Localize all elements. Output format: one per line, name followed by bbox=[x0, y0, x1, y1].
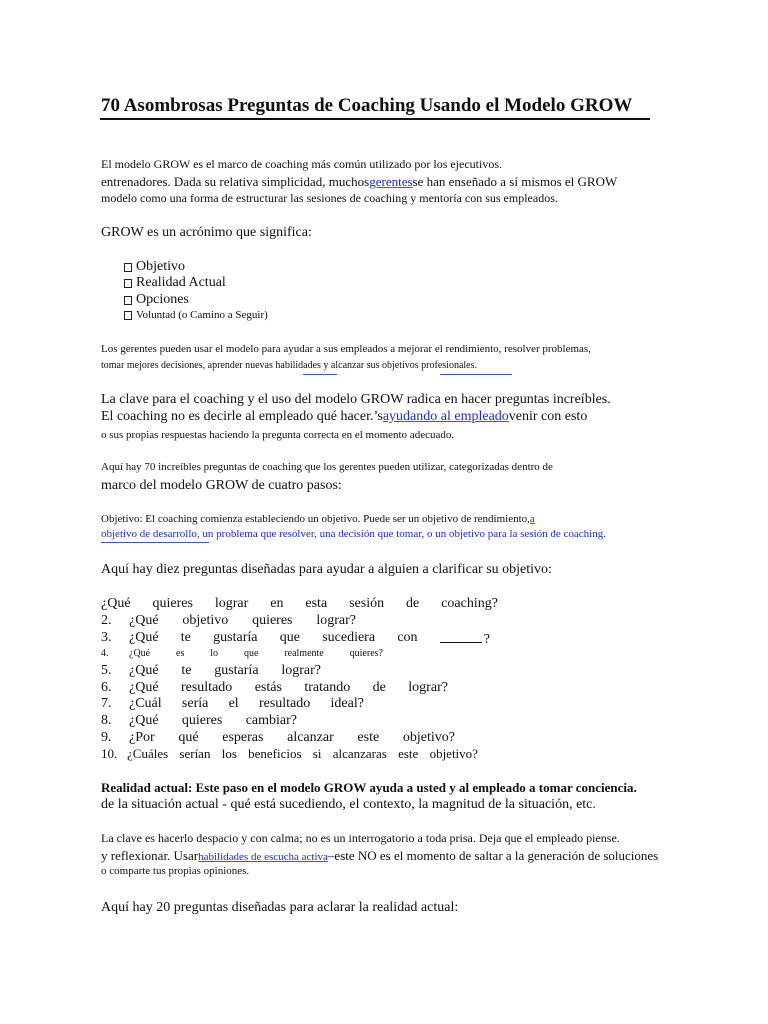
question-10 bbox=[101, 746, 478, 762]
question-number: 4. bbox=[101, 648, 109, 659]
q-word: el bbox=[228, 696, 239, 711]
question-number: 10. bbox=[101, 746, 118, 761]
question-number: 6. bbox=[101, 680, 112, 695]
acronym-heading: GROW es un acrónimo que significa: bbox=[101, 225, 312, 240]
q-word: si bbox=[312, 746, 322, 761]
q-word: los bbox=[221, 746, 237, 761]
question-number: 8. bbox=[101, 713, 112, 728]
intro-line-2-pre: entrenadores. Dada su relativa simplicidad, muchos bbox=[101, 174, 370, 189]
question-5-text bbox=[129, 663, 321, 679]
slow-line-1: La clave es hacerlo despacio y con calma; no es un interrogatorio a toda prisa. Deja que el empleado piense. bbox=[101, 831, 620, 845]
question-4-text bbox=[129, 648, 383, 659]
q-word: te bbox=[181, 663, 192, 678]
q-word: cambiar? bbox=[245, 713, 297, 728]
q-word: gustaría bbox=[214, 663, 259, 678]
reality-line-1 bbox=[101, 780, 637, 796]
q-word: de bbox=[372, 680, 386, 695]
q-word: resultado bbox=[258, 696, 311, 711]
q-word: alcanzaras bbox=[332, 746, 387, 761]
intro-line-3: modelo como una forma de estructurar las sesiones de coaching y mentoría con sus empleados. bbox=[101, 191, 558, 205]
q-word: quieres? bbox=[349, 648, 383, 659]
reality-heading: Realidad actual: Este paso en el modelo GROW ayuda a usted y al empleado a tomar conciencia. bbox=[101, 780, 637, 795]
q-word: lograr? bbox=[316, 613, 356, 628]
q-word: sería bbox=[181, 696, 209, 711]
objective-link-a[interactable]: a bbox=[529, 513, 535, 525]
question-number: 3. bbox=[101, 630, 112, 645]
slow-line-2-pre: y reflexionar. Usar bbox=[101, 848, 199, 863]
q-word: ¿Qué bbox=[129, 630, 159, 645]
q-word: lograr? bbox=[408, 680, 448, 695]
slow-line-2 bbox=[101, 848, 658, 864]
question-10-text bbox=[127, 746, 478, 762]
q-word: es bbox=[176, 648, 185, 659]
checkbox-icon bbox=[124, 296, 132, 305]
objetivos-underline bbox=[440, 374, 512, 375]
q-word: objetivo? bbox=[402, 730, 455, 745]
objective-line-2-underline bbox=[101, 542, 209, 543]
escucha-activa-link[interactable]: habilidades de escucha activa bbox=[198, 851, 328, 863]
checkbox-icon bbox=[124, 263, 132, 272]
q-word: en bbox=[270, 596, 284, 611]
question-number: 5. bbox=[101, 663, 112, 678]
key-line-2-pre: El coaching no es decirle al empleado qué hacer.’s bbox=[101, 409, 383, 424]
q-word: quieres bbox=[181, 713, 223, 728]
ayudando-link[interactable]: ayudando al empleado bbox=[382, 409, 509, 424]
here70-line-2: marco del modelo GROW de cuatro pasos: bbox=[101, 478, 342, 493]
q-word: sesión bbox=[349, 596, 385, 611]
question-number: 2. bbox=[101, 613, 112, 628]
blank-line bbox=[440, 630, 490, 648]
question-9 bbox=[101, 730, 455, 746]
question-9-text bbox=[129, 730, 455, 746]
q-word: lograr bbox=[214, 596, 249, 611]
question-number: 7. bbox=[101, 696, 112, 711]
q-word: que bbox=[243, 648, 259, 659]
question-7 bbox=[101, 696, 364, 712]
q-word: ¿Qué bbox=[129, 663, 159, 678]
q-word: ¿Cuál bbox=[129, 696, 162, 711]
q-word: esperas bbox=[222, 730, 264, 745]
question-6-text bbox=[129, 680, 448, 696]
here70-line-1: Aquí hay 70 increíbles preguntas de coaching que los gerentes pueden utilizar, categorizadas dentro de bbox=[101, 461, 553, 473]
q-word: ¿Por bbox=[129, 730, 155, 745]
grow-item-opciones bbox=[124, 292, 189, 308]
q-word: esta bbox=[305, 596, 328, 611]
q-word: ¿Cuáles bbox=[127, 746, 169, 761]
title-underline bbox=[100, 118, 650, 120]
grow-item-label: Voluntad (o Camino a Seguir) bbox=[136, 309, 268, 321]
habilidades-underline bbox=[303, 374, 337, 375]
key-line-2 bbox=[101, 409, 587, 425]
question-2-text bbox=[129, 613, 356, 629]
q-word: resultado bbox=[180, 680, 233, 695]
question-8-text bbox=[129, 713, 297, 729]
grow-item-label: Objetivo bbox=[136, 259, 185, 274]
slow-line-3: o comparte tus propias opiniones. bbox=[101, 865, 250, 877]
q-word: con bbox=[397, 630, 418, 645]
question-5 bbox=[101, 663, 321, 679]
question-7-text bbox=[129, 696, 364, 712]
question-8 bbox=[101, 713, 297, 729]
q-word: objetivo bbox=[182, 613, 229, 628]
slow-line-2-post: –este NO es el momento de saltar a la generación de soluciones bbox=[327, 848, 659, 863]
q-word: ¿Qué bbox=[129, 713, 159, 728]
objective-line-2-link[interactable]: objetivo de desarrollo, un problema que resolver, una decisión que tomar, o un objetivo para la sesión de coaching. bbox=[101, 528, 606, 540]
q-word: beneficios bbox=[248, 746, 302, 761]
objective-line-1-pre: Objetivo: El coaching comienza estableciendo un objetivo. Puede ser un objetivo de rendimiento, bbox=[101, 513, 530, 525]
key-line-3: o sus propias respuestas haciendo la pregunta correcta en el momento adecuado. bbox=[101, 429, 455, 441]
q-word: estás bbox=[254, 680, 282, 695]
gerentes-link[interactable]: gerentes bbox=[369, 174, 413, 189]
checkbox-icon bbox=[124, 311, 132, 320]
managers-line-2: tomar mejores decisiones, aprender nuevas habilidades y alcanzar sus objetivos profesionales. bbox=[101, 360, 477, 371]
q-word: coaching? bbox=[441, 596, 498, 611]
q-word: ¿Qué bbox=[129, 648, 151, 659]
q-word: de bbox=[406, 596, 420, 611]
q-word: ideal? bbox=[330, 696, 364, 711]
q-word: realmente bbox=[284, 648, 324, 659]
key-line-2-post: venir con esto bbox=[508, 409, 588, 424]
q-word: lo bbox=[210, 648, 219, 659]
checkbox-icon bbox=[124, 279, 132, 288]
q-word: este bbox=[398, 746, 419, 761]
question-number: 9. bbox=[101, 730, 112, 745]
grow-item-realidad bbox=[124, 275, 226, 291]
q-word: objetivo? bbox=[429, 746, 478, 761]
q-word: tratando bbox=[304, 680, 351, 695]
q-word: ? bbox=[483, 632, 490, 647]
q-word: ¿Qué bbox=[101, 596, 131, 611]
q-word: ¿Qué bbox=[129, 680, 159, 695]
q-word: que bbox=[279, 630, 300, 645]
grow-item-label: Realidad Actual bbox=[136, 275, 226, 290]
q-word: quieres bbox=[152, 596, 193, 611]
q-word: te bbox=[180, 630, 191, 645]
page-title: 70 Asombrosas Preguntas de Coaching Usando el Modelo GROW bbox=[101, 95, 633, 116]
q-word: alcanzar bbox=[287, 730, 334, 745]
q-word: lograr? bbox=[281, 663, 321, 678]
intro-line-1: El modelo GROW es el marco de coaching más común utilizado por los ejecutivos. bbox=[101, 157, 503, 171]
objective-line-1 bbox=[101, 513, 535, 525]
grow-item-objetivo bbox=[124, 259, 185, 275]
q-word: qué bbox=[178, 730, 199, 745]
intro-line-2-post: se han enseñado a sí mismos el GROW bbox=[412, 174, 618, 189]
key-line-1: La clave para el coaching y el uso del modelo GROW radica en hacer preguntas increíbles. bbox=[101, 392, 611, 407]
grow-item-label: Opciones bbox=[136, 292, 189, 307]
managers-line-1: Los gerentes pueden usar el modelo para ayudar a sus empleados a mejorar el rendimiento, resolver problemas, bbox=[101, 343, 591, 355]
question-3 bbox=[101, 630, 490, 648]
question-2 bbox=[101, 613, 356, 629]
twenty-heading: Aquí hay 20 preguntas diseñadas para aclarar la realidad actual: bbox=[101, 900, 459, 915]
q-word: serían bbox=[179, 746, 211, 761]
question-4 bbox=[101, 648, 383, 659]
question-1-text bbox=[101, 596, 498, 612]
grow-item-voluntad bbox=[124, 309, 268, 321]
q-word: este bbox=[357, 730, 380, 745]
reality-line-2: de la situación actual - qué está sucediendo, el contexto, la magnitud de la situación, etc. bbox=[101, 797, 596, 812]
ten-heading: Aquí hay diez preguntas diseñadas para ayudar a alguien a clarificar su objetivo: bbox=[101, 562, 552, 577]
q-word: gustaría bbox=[213, 630, 258, 645]
intro-line-2 bbox=[101, 174, 617, 190]
q-word: quieres bbox=[252, 613, 293, 628]
question-1 bbox=[101, 596, 498, 612]
question-6 bbox=[101, 680, 448, 696]
question-3-text bbox=[129, 630, 490, 648]
q-word: ¿Qué bbox=[129, 613, 159, 628]
q-word: sucediera bbox=[322, 630, 376, 645]
